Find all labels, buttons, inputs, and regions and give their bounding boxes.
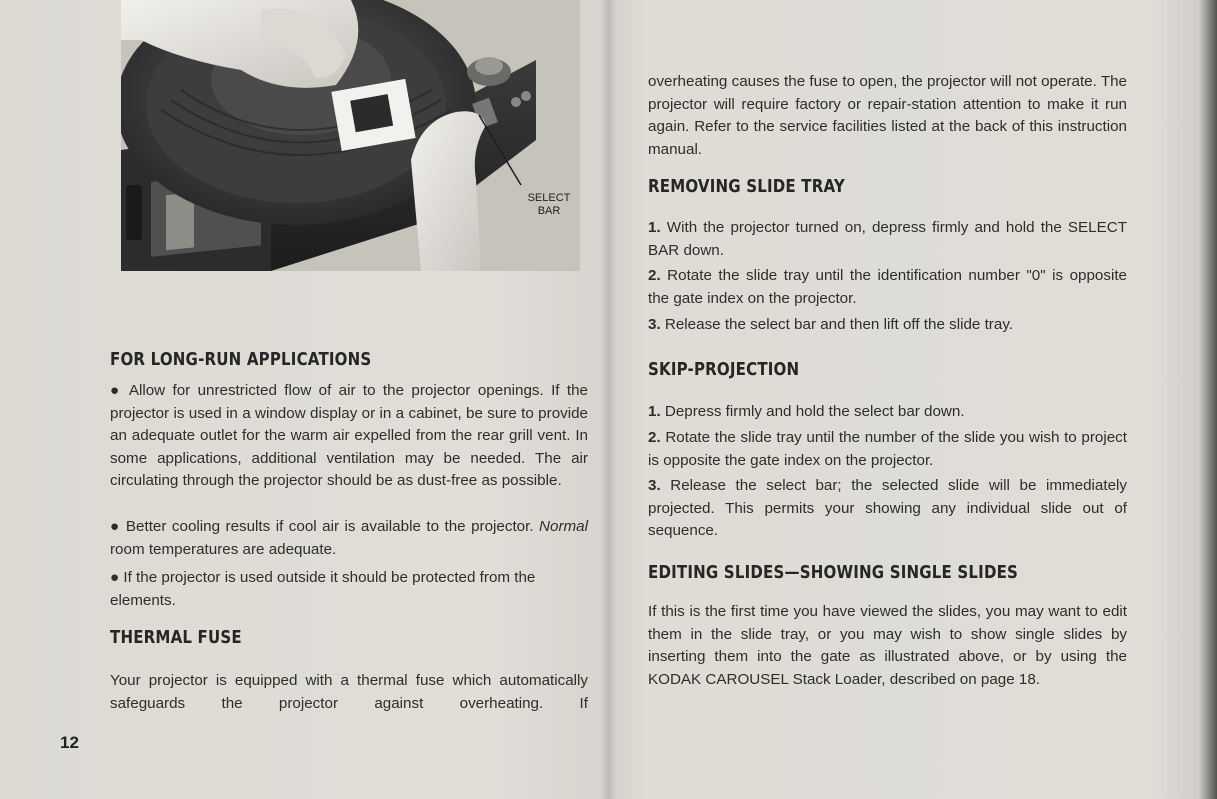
callout-line-2: BAR (537, 205, 561, 217)
long-run-bullet-2-start: ● Better cooling results if cool air is available to the projector. (110, 518, 540, 535)
step-text: With the projector turned on, depress firmly and hold the SELECT BAR down. (648, 219, 1127, 259)
long-run-bullet-1: ● Allow for unrestricted flow of air to the projector openings. If the projector is used in a window display or in a cabinet, be sure to provide an adequate outlet for the warm air expelled from the rear grill vent. In some applications, additional ventilation may be needed. The air circulating through the projector should be as dust-free as possible. (110, 382, 588, 489)
step-text: Rotate the slide tray until the identification number "0" is opposite the gate index on the projector. (648, 267, 1127, 307)
heading-skip-projection: SKIP-PROJECTION (648, 360, 800, 380)
long-run-bullet-2 (110, 516, 588, 561)
step-text: Depress firmly and hold the select bar down. (660, 403, 965, 420)
callout-line-1: SELECT (527, 192, 571, 204)
step-text: Rotate the slide tray until the number of the slide you wish to project is opposite the gate index on the projector. (648, 429, 1127, 469)
select-bar-callout (522, 192, 576, 218)
step-number: 1. (648, 219, 661, 236)
step-text: Release the select bar; the selected slide will be immediately projected. This permits your showing any individual slide out of sequence. (648, 477, 1127, 539)
step-number: 1. (648, 403, 661, 420)
long-run-bullet-2-italic: Normal (539, 518, 588, 535)
removing-step-3 (648, 314, 1127, 337)
heading-thermal-fuse: THERMAL FUSE (110, 628, 242, 648)
removing-step-2 (648, 265, 1127, 310)
skip-step-3 (648, 475, 1127, 543)
page-gutter (600, 0, 616, 799)
heading-removing-slide-tray: REMOVING SLIDE TRAY (648, 177, 845, 197)
step-number: 2. (648, 429, 661, 446)
editing-body: If this is the first time you have viewed the slides, you may want to edit them in the slide tray, or you may wish to show single slides by inserting them into the gate as illustrated above, or by using the KODAK CAROUSEL Stack Loader, described on page 18. (648, 603, 1127, 688)
removing-step-1 (648, 217, 1127, 262)
skip-step-1 (648, 401, 1127, 424)
step-number: 3. (648, 477, 661, 494)
projector-illustration (121, 0, 580, 271)
long-run-bullet-3: ● If the projector is used outside it should be protected from the elements. (110, 569, 536, 609)
page-number: 12 (60, 733, 79, 752)
step-number: 2. (648, 267, 661, 284)
long-run-bullet-2-end: room temperatures are adequate. (110, 540, 337, 558)
step-text: Release the select bar and then lift off the slide tray. (660, 316, 1014, 333)
projector-photo (121, 0, 580, 271)
thermal-fuse-continued: overheating causes the fuse to open, the projector will not operate. The projector will require factory or repair-station attention to make it run again. Refer to the service facilities listed at the back of this instruction manual. (648, 73, 1127, 158)
heading-long-run-applications: FOR LONG-RUN APPLICATIONS (110, 350, 372, 370)
thermal-fuse-body: Your projector is equipped with a thermal fuse which automatically safeguards the projector against overheating. If (110, 672, 588, 712)
step-number: 3. (648, 316, 661, 333)
skip-step-2 (648, 427, 1127, 472)
heading-editing-slides: EDITING SLIDES—SHOWING SINGLE SLIDES (648, 563, 1019, 583)
